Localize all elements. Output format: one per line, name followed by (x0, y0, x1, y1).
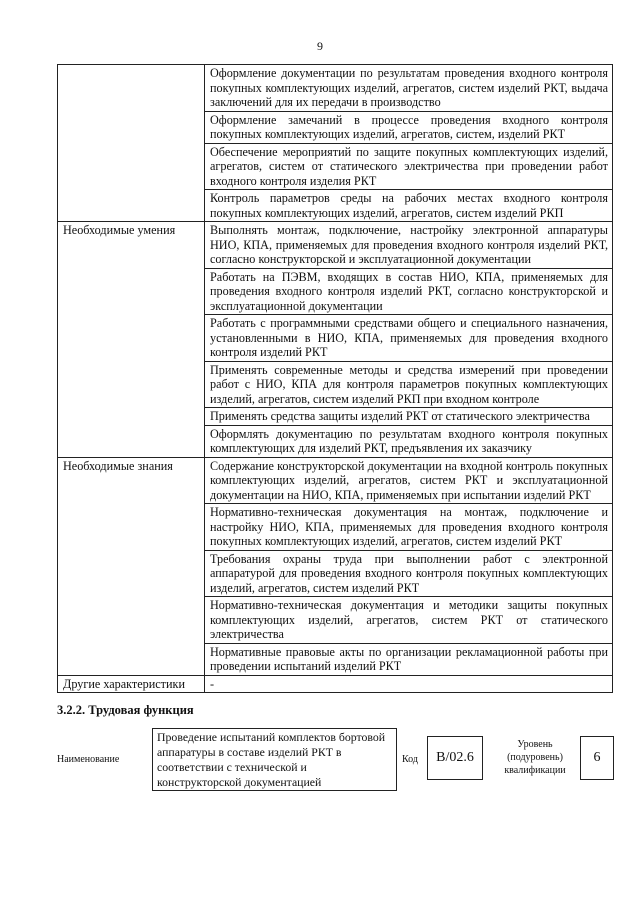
function-name-box: Проведение испытаний комплектов бортовой аппаратуры в составе изделий РКТ в соответствии с технической и конструкторской документацией (152, 728, 397, 791)
table-row (58, 65, 613, 112)
function-name-label: Наименование (57, 754, 120, 765)
row-text: Работать на ПЭВМ, входящих в состав НИО, КПА, применяемых для проведения входного контроля изделий РКТ, согласно конструкторской и эксплуатационной документации (205, 268, 613, 315)
row-text: Выполнять монтаж, подключение, настройку электронной аппаратуры НИО, КПА, применяемых для проведения входного контроля изделий РКТ, согласно конструкторской и эксплуатационной документации (205, 222, 613, 269)
row-text: Оформление документации по результатам проведения входного контроля покупных комплектующих изделий, агрегатов, систем изделий РКТ, выдача заключений для их передачи в производство (205, 65, 613, 112)
qualification-level-label: Уровень (подуровень) квалификации (504, 739, 566, 776)
characteristics-table (57, 64, 613, 693)
row-text: Применять современные методы и средства измерений при проведении работ с НИО, КПА для контроля параметров покупных комплектующих изделий, агрегатов, систем изделий РКП при входном контроле (205, 361, 613, 408)
row-text: Нормативные правовые акты по организации рекламационной работы при проведении испытаний изделий РКТ (205, 643, 613, 675)
row-label-skills: Необходимые умения (58, 222, 205, 458)
row-text: - (205, 675, 613, 693)
function-code-label: Код (402, 754, 418, 765)
row-text: Обеспечение мероприятий по защите покупных комплектующих изделий, агрегатов, систем от статического электричества при проведении работ входного контроля изделия РКТ (205, 143, 613, 190)
row-text: Применять средства защиты изделий РКТ от статического электричества (205, 408, 613, 426)
table-row (58, 222, 613, 269)
row-label-other: Другие характеристики (58, 675, 205, 693)
row-text: Требования охраны труда при выполнении работ с электронной аппаратурой для проведения входного контроля покупных комплектующих изделий, агрегатов, систем изделий РКТ (205, 550, 613, 597)
row-text: Нормативно-техническая документация на монтаж, подключение и настройку НИО, КПА, применяемых для проведения входного контроля покупных комплектующих изделий, агрегатов, систем изделий РКТ (205, 504, 613, 551)
row-text: Контроль параметров среды на рабочих местах входного контроля покупных комплектующих изделий, агрегатов, систем изделий РКП (205, 190, 613, 222)
section-title: 3.2.2. Трудовая функция (57, 703, 194, 717)
row-text: Оформление замечаний в процессе проведения входного контроля покупных комплектующих изделий, агрегатов, систем, изделий РКТ (205, 111, 613, 143)
row-text: Нормативно-техническая документация и методики защиты покупных комплектующих изделий, агрегатов, систем РКТ от статического электричества (205, 597, 613, 644)
row-text: Содержание конструкторской документации на входной контроль покупных комплектующих изделий, агрегатов, систем РКТ и эксплуатационной документации на НИО, КПА, применяемых при испытании изделий РКТ (205, 457, 613, 504)
page-number: 9 (317, 39, 323, 53)
function-code-box: В/02.6 (427, 736, 483, 780)
row-text: Оформлять документацию по результатам входного контроля покупных комплектующих для изделий РКТ, предъявления их заказчику (205, 425, 613, 457)
qualification-level-box: 6 (580, 736, 614, 780)
row-label (58, 65, 205, 222)
row-text: Работать с программными средствами общего и специального назначения, установленными в НИО, КПА, применяемых для проведения входного контроля изделий РКТ (205, 315, 613, 362)
row-label-knowledge: Необходимые знания (58, 457, 205, 675)
table-row (58, 457, 613, 504)
table-row (58, 675, 613, 693)
